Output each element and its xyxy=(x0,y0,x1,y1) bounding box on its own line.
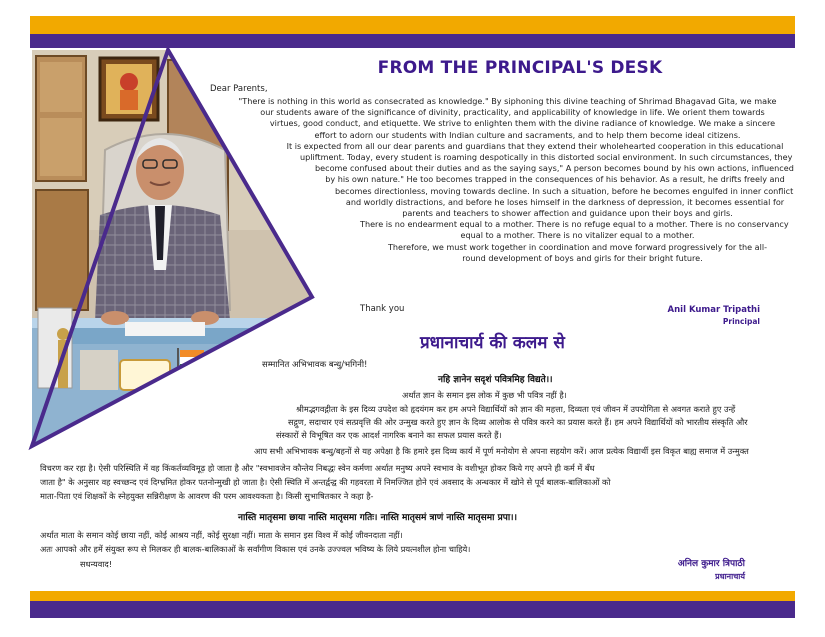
bottom-purple-band xyxy=(30,601,795,618)
english-signature-role: Principal xyxy=(722,317,760,326)
english-line: virtues, good conduct, and etiquette. We strive to enlighten them with the divine radiance of knowledge. We make a sincere xyxy=(269,118,776,129)
english-line: and worldly distractions, and before he loses himself in the darkness of depression, it becomes essential for xyxy=(345,196,785,207)
english-line: effort to adorn our students with Indian culture and sacraments, and to help them become ideal citizens. xyxy=(314,129,741,140)
english-greeting: Dear Parents, xyxy=(210,84,268,94)
hindi-para1-line: संस्कारों से विभूषित कर एक आदर्श नागरिक बनाने का सफल प्रयास करते हैं। xyxy=(276,430,502,440)
english-line: become confused about their duties and as the saying says," A person becomes bound by his own actions, influenced xyxy=(315,163,794,174)
english-message xyxy=(210,96,794,264)
hindi-para3-line: अर्थात माता के समान कोई छाया नहीं, कोई आश्रय नहीं, कोई सुरक्षा नहीं। माता के समान इस विश्व में कोई जीवनदाता नहीं। xyxy=(40,530,403,540)
hindi-signature-role: प्रधानाचार्य xyxy=(715,572,745,581)
english-line: It is expected from all our dear parents and guardians that they extend their wholehearted cooperation in this educational xyxy=(286,140,784,151)
english-line: round development of boys and girls for their bright future. xyxy=(462,252,703,263)
hindi-para2-line: विचरण कर रहा है। ऐसी परिस्थिति में वह किंकर्तव्यविमूढ़ हो जाता है और "स्वभावजेन कौन्तेय निबद्धः स्वेन कर्मणा अर्थात मनुष्य अपने स्वभाव के वशीभूत होकर किये गए अपने ही कर्म में बँध xyxy=(40,463,595,473)
english-line: by his own nature." He too becomes trapped in the consequences of his behavior. As a result, he drifts freely and xyxy=(325,174,785,185)
english-line: Therefore, we must work together in coordination and move forward progressively for the all- xyxy=(387,241,768,252)
hindi-shloka-1: नहि ज्ञानेन सदृशं पवित्रमिह विद्यते।। xyxy=(438,375,553,385)
hindi-shloka-2: नास्ति मातृसमा छाया नास्ति मातृसमा गतिः। नास्ति मातृसमं त्राणं नास्ति मातृसमा प्रपा।। xyxy=(238,513,517,523)
english-line: becomes directionless, moving towards decline. In such a situation, before he becomes engulfed in inner conflict xyxy=(335,185,794,196)
hindi-closing: सधन्यवाद! xyxy=(80,559,113,569)
hindi-para2-line: माता-पिता एवं शिक्षकों के स्नेहयुक्त सन्निरीक्षण के आवरण की परम आवश्यकता है। किसी सुभाषितकार ने कहा है- xyxy=(40,491,374,501)
english-line: "There is nothing in this world as consecrated as knowledge." By siphoning this divine teaching of Shrimad Bhagavad Gita, we make xyxy=(238,96,777,106)
hindi-para3-line: अतः आपको और हमें संयुक्त रूप से मिलकर ही बालक-बालिकाओं के सर्वांगीण विकास एवं उनके उज्ज्वल भविष्य के लिये प्रयत्नशील होना चाहिये। xyxy=(40,544,471,554)
hindi-para1-line: श्रीमद्भगवद्गीता के इस दिव्य उपदेश को हृदयंगम कर हम अपने विद्यार्थियों को ज्ञान की महत्ता, दिव्यता एवं जीवन में उपयोगिता से अवगत कराते हुए उन्हें xyxy=(296,404,736,414)
english-line: our students aware of the significance of divinity, practicality, and applicability of knowledge in life. We orient them towards xyxy=(260,107,765,118)
page-title: FROM THE PRINCIPAL'S DESK xyxy=(377,58,663,78)
english-line: There is no endearment equal to a mother. There is no refuge equal to a mother. There is no conservancy xyxy=(360,219,789,230)
english-thanks: Thank you xyxy=(360,304,405,314)
hindi-para1-line: सद्गुण, सदाचार एवं सत्प्रवृत्ति की ओर उन्मुख करते हुए ज्ञान के दिव्य आलोक से पवित्र करने का प्रयास करते हैं। हम अपने विद्यार्थियों को भारतीय संस्कृति और xyxy=(288,417,748,427)
english-signature-name: Anil Kumar Tripathi xyxy=(667,305,760,315)
hindi-title: प्रधानाचार्य की कलम से xyxy=(420,333,565,353)
hindi-greeting: सम्मानित अभिभावक बन्धु/भगिनी! xyxy=(262,360,368,370)
english-line: parents and teachers to shower affection and guidance upon their boys and girls. xyxy=(402,208,733,219)
english-line: upliftment. Today, every student is roaming despotically in this distorted social environment. In such circumstances, they xyxy=(300,152,793,163)
hindi-para2-line: आप सभी अभिभावक बन्धु/बहनों से यह अपेक्षा है कि हमारे इस दिव्य कार्य में पूर्ण मनोयोग से अपना सहयोग करें। आज प्रत्येक विद्यार्थी इस विकृत बाह्य समाज में उन्मुक्त xyxy=(254,446,749,456)
hindi-para2-line: जाता है" के अनुसार वह स्वच्छन्द एवं दिग्भ्रमित होकर पतनोन्मुखी हो जाता है। ऐसी स्थिति में अन्तर्द्वन्द्व की गहवरता में निमज्जित होने एवं अवसाद के अन्धकार में खोने से पूर्व बालक-बालिकाओं को xyxy=(40,477,611,487)
bottom-orange-band xyxy=(30,591,795,601)
hindi-shloka-1-meaning: अर्थात ज्ञान के समान इस लोक में कुछ भी पवित्र नहीं है। xyxy=(402,390,567,400)
hindi-signature-name: अनिल कुमार त्रिपाठी xyxy=(677,559,745,569)
english-line: equal to a mother. There is no vitalizer equal to a mother. xyxy=(460,230,695,241)
